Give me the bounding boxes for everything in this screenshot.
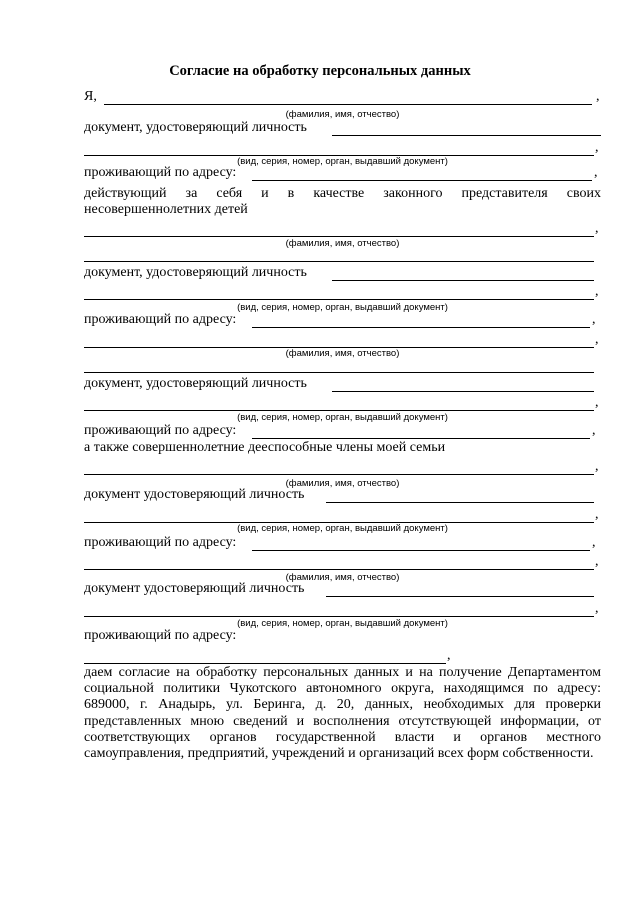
comma: ,: [595, 459, 599, 474]
address-label: проживающий по адресу:: [84, 535, 237, 550]
consent-text: даем согласие на обработку персональных данных и на получение Департаментом социальной политики Чукотского автономного округа, находящимся по адресу: 689000, г. Анадырь, ул. Беринга, д. 20, данных, необходимых для проверки представленных мною сведений и восполнения отсутствующей информации, от соответствующих органов государственной власти и органов местного самоуправления, предприятий, учреждений и организаций всех форм собственности.: [84, 665, 601, 762]
comma: ,: [595, 332, 599, 347]
child1-doc-row: [84, 266, 601, 284]
child1-doc-field[interactable]: [332, 280, 594, 281]
comma: ,: [592, 423, 596, 438]
caption-fio: (фамилия, имя, отчество): [285, 348, 400, 359]
family2-doc-field-2[interactable]: [84, 616, 594, 617]
family1-name-row: [84, 460, 601, 478]
family2-doc-row: [84, 582, 601, 600]
comma: ,: [447, 648, 451, 663]
child2-name-row-2: [84, 358, 601, 376]
child1-doc-row-2: [84, 285, 601, 303]
doc-label: документ удостоверяющий личность: [84, 581, 305, 596]
applicant-doc-field[interactable]: [332, 135, 601, 136]
acting-text: действующий за себя и в качестве законного представителя своих несовершеннолетних детей: [84, 186, 601, 218]
comma: ,: [592, 535, 596, 550]
applicant-name-field[interactable]: [104, 104, 592, 105]
comma: ,: [595, 140, 599, 155]
address-label: проживающий по адресу:: [84, 628, 237, 643]
family1-address-field[interactable]: [252, 550, 590, 551]
comma: ,: [595, 507, 599, 522]
child1-name-field[interactable]: [84, 236, 594, 237]
caption-doc: (вид, серия, номер, орган, выдавший документ): [237, 156, 448, 167]
caption-fio: (фамилия, имя, отчество): [285, 572, 400, 583]
doc-label: документ, удостоверяющий личность: [84, 376, 307, 391]
child1-name-row-2: [84, 247, 601, 265]
comma: ,: [595, 395, 599, 410]
caption-doc: (вид, серия, номер, орган, выдавший документ): [237, 412, 448, 423]
caption-fio: (фамилия, имя, отчество): [285, 109, 400, 120]
child2-name-field-2[interactable]: [84, 372, 594, 373]
ya-label: Я,: [84, 89, 97, 104]
family1-doc-row: [84, 488, 601, 506]
child1-doc-field-2[interactable]: [84, 299, 594, 300]
applicant-address-row: [84, 166, 601, 184]
address-label: проживающий по адресу:: [84, 165, 237, 180]
comma: ,: [595, 221, 599, 236]
comma: ,: [595, 284, 599, 299]
doc-label: документ удостоверяющий личность: [84, 487, 305, 502]
comma: ,: [592, 312, 596, 327]
family1-address-row: [84, 536, 601, 554]
caption-doc: (вид, серия, номер, орган, выдавший документ): [237, 618, 448, 629]
applicant-name-row: [84, 90, 601, 108]
family2-doc-field[interactable]: [326, 596, 594, 597]
applicant-doc-row: [84, 121, 601, 139]
family-text: а также совершеннолетние дееспособные члены моей семьи: [84, 440, 446, 455]
caption-fio: (фамилия, имя, отчество): [285, 478, 400, 489]
address-label: проживающий по адресу:: [84, 423, 237, 438]
family1-doc-field[interactable]: [326, 502, 594, 503]
applicant-address-field[interactable]: [252, 180, 592, 181]
family1-name-field[interactable]: [84, 474, 594, 475]
family2-address-row: [84, 629, 601, 647]
child2-doc-row: [84, 377, 601, 395]
child1-name-field-2[interactable]: [84, 261, 594, 262]
child1-address-row: [84, 313, 601, 331]
family2-name-field[interactable]: [84, 569, 594, 570]
child1-address-field[interactable]: [252, 327, 590, 328]
caption-doc: (вид, серия, номер, орган, выдавший документ): [237, 523, 448, 534]
family2-address-field[interactable]: [84, 663, 446, 664]
comma: ,: [595, 554, 599, 569]
comma: ,: [596, 89, 600, 104]
caption-doc: (вид, серия, номер, орган, выдавший документ): [237, 302, 448, 313]
address-label: проживающий по адресу:: [84, 312, 237, 327]
doc-label: документ, удостоверяющий личность: [84, 120, 307, 135]
comma: ,: [594, 165, 598, 180]
family-row: [84, 441, 601, 459]
child2-doc-field[interactable]: [332, 391, 594, 392]
doc-label: документ, удостоверяющий личность: [84, 265, 307, 280]
form-title: Согласие на обработку персональных данных: [169, 63, 471, 79]
family2-name-row: [84, 555, 601, 573]
caption-fio: (фамилия, имя, отчество): [285, 238, 400, 249]
child2-doc-field-2[interactable]: [84, 410, 594, 411]
comma: ,: [595, 601, 599, 616]
